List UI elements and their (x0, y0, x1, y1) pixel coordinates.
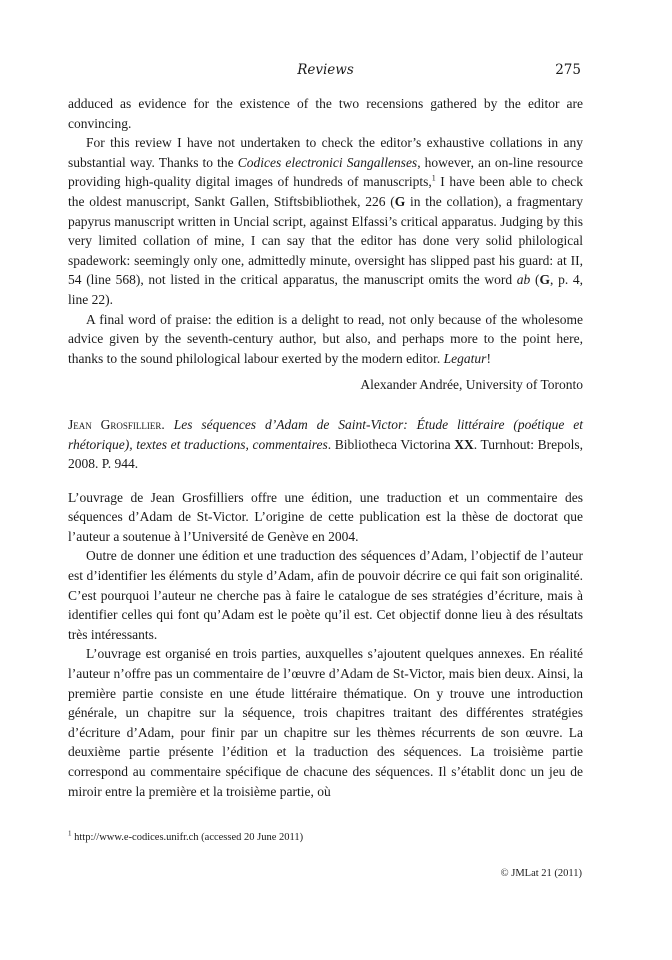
page-number: 275 (555, 62, 581, 78)
review2-paragraph-1: L’ouvrage de Jean Grosfilliers offre une édition, une traduction et un commentaire des séquences d’Adam de St-Victor. L’origine de cette publication est la thèse de doctorat que l’auteur a soutenue à l’Université de Genève en 2004. (68, 489, 583, 544)
page (68, 62, 583, 801)
book-citation: Jean Grosfillier. Les séquences d’Adam de Saint-Victor: Étude littéraire (poétique et rhétorique), textes et traductions, commentaires. Bibliotheca Victorina XX. Turnhout: Brepols, 2008. P. 944. (68, 416, 584, 472)
review2-paragraph-2: Outre de donner une édition et une traduction des séquences d’Adam, l’objectif de l’auteur est d’identifier les éléments du style d’Adam, afin de pouvoir décrire ce qui fait son originalité. C’est pourquoi l’auteur ne cherche pas à faire le catalogue de ses stratégies d’écriture, mais à identifier celles qui font qu’Adam est le poète qu’il est. Cet objectif donne lieu à des résultats très intéressants. (68, 548, 583, 642)
review1-paragraph-1: adduced as evidence for the existence of the two recensions gathered by the editor are convincing. (68, 96, 583, 131)
footnote-ref[interactable]: 1 (431, 173, 436, 183)
running-header (68, 62, 583, 84)
emphasis: Codices electronici Sangallenses (237, 154, 418, 170)
footnote (68, 829, 304, 843)
review1-paragraph-3: A final word of praise: the edition is a delight to read, not only because of the wholesome advice given by the seventh-century author, but also, and perhaps more to the point here, thanks to the sound philological labour exerted by the modern editor. Legatur! (68, 311, 583, 366)
review2-paragraph-3: L’ouvrage est organisé en trois parties, auxquelles s’ajoutent quelques annexes. En réalité l’auteur n’offre pas un commentaire de l’œuvre d’Adam de St-Victor, mais bien deux. Ainsi, la première partie consiste en une étude littéraire thématique. On y trouve une introduction générale, un chapitre sur la séquence, trois chapitres traitant des différentes stratégies d’écriture d’Adam, pour finir par un chapitre sur les thèmes récurrents de son œuvre. La deuxième partie présente l’édition et la traduction des séquences. La troisième partie correspond au commentaire spécifique de chacune des séquences. Il s’établit donc un jeu de miroir entre la première et la troisième partie, où (68, 646, 583, 799)
review1-paragraph-2: For this review I have not undertaken to check the editor’s exhaustive collations in any substantial way. Thanks to the Codices electronici Sangallenses, however, an on-line resource providing high-quality digital images of hundreds of manuscripts,$^1$ I have been able to check the oldest manuscript, Sankt Gallen, Stiftsbibliothek, 226 (G in the collation), a fragmentary papyrus manuscript written in Uncial script, against Elfassi’s critical apparatus. Judging by this very limited collation of mine, I can say that the editor has done very solid philological spadework: seemingly only one, admittedly minute, oversight has slipped past his guard: at II, 54 (line 568), not listed in the critical apparatus, the manuscript omits the word ab (G, p. 4, line 22). (68, 135, 584, 307)
running-title: Reviews (297, 62, 354, 78)
article-body (68, 94, 583, 801)
reviewer-signature: Alexander Andrée, University of Toronto (360, 377, 583, 393)
book-title: Les séquences d’Adam de Saint-Victor: Étude littéraire (poétique et rhétorique), textes et traductions, commentaires (68, 416, 584, 452)
footnote-text: http://www.e-codices.unifr.ch (accessed 20 June 2011) (71, 832, 304, 843)
book-author: Jean Grosfillier (68, 416, 162, 432)
journal-copyright: © JMLat 21 (2011) (500, 868, 582, 879)
footnote-number: 1 (68, 829, 72, 838)
